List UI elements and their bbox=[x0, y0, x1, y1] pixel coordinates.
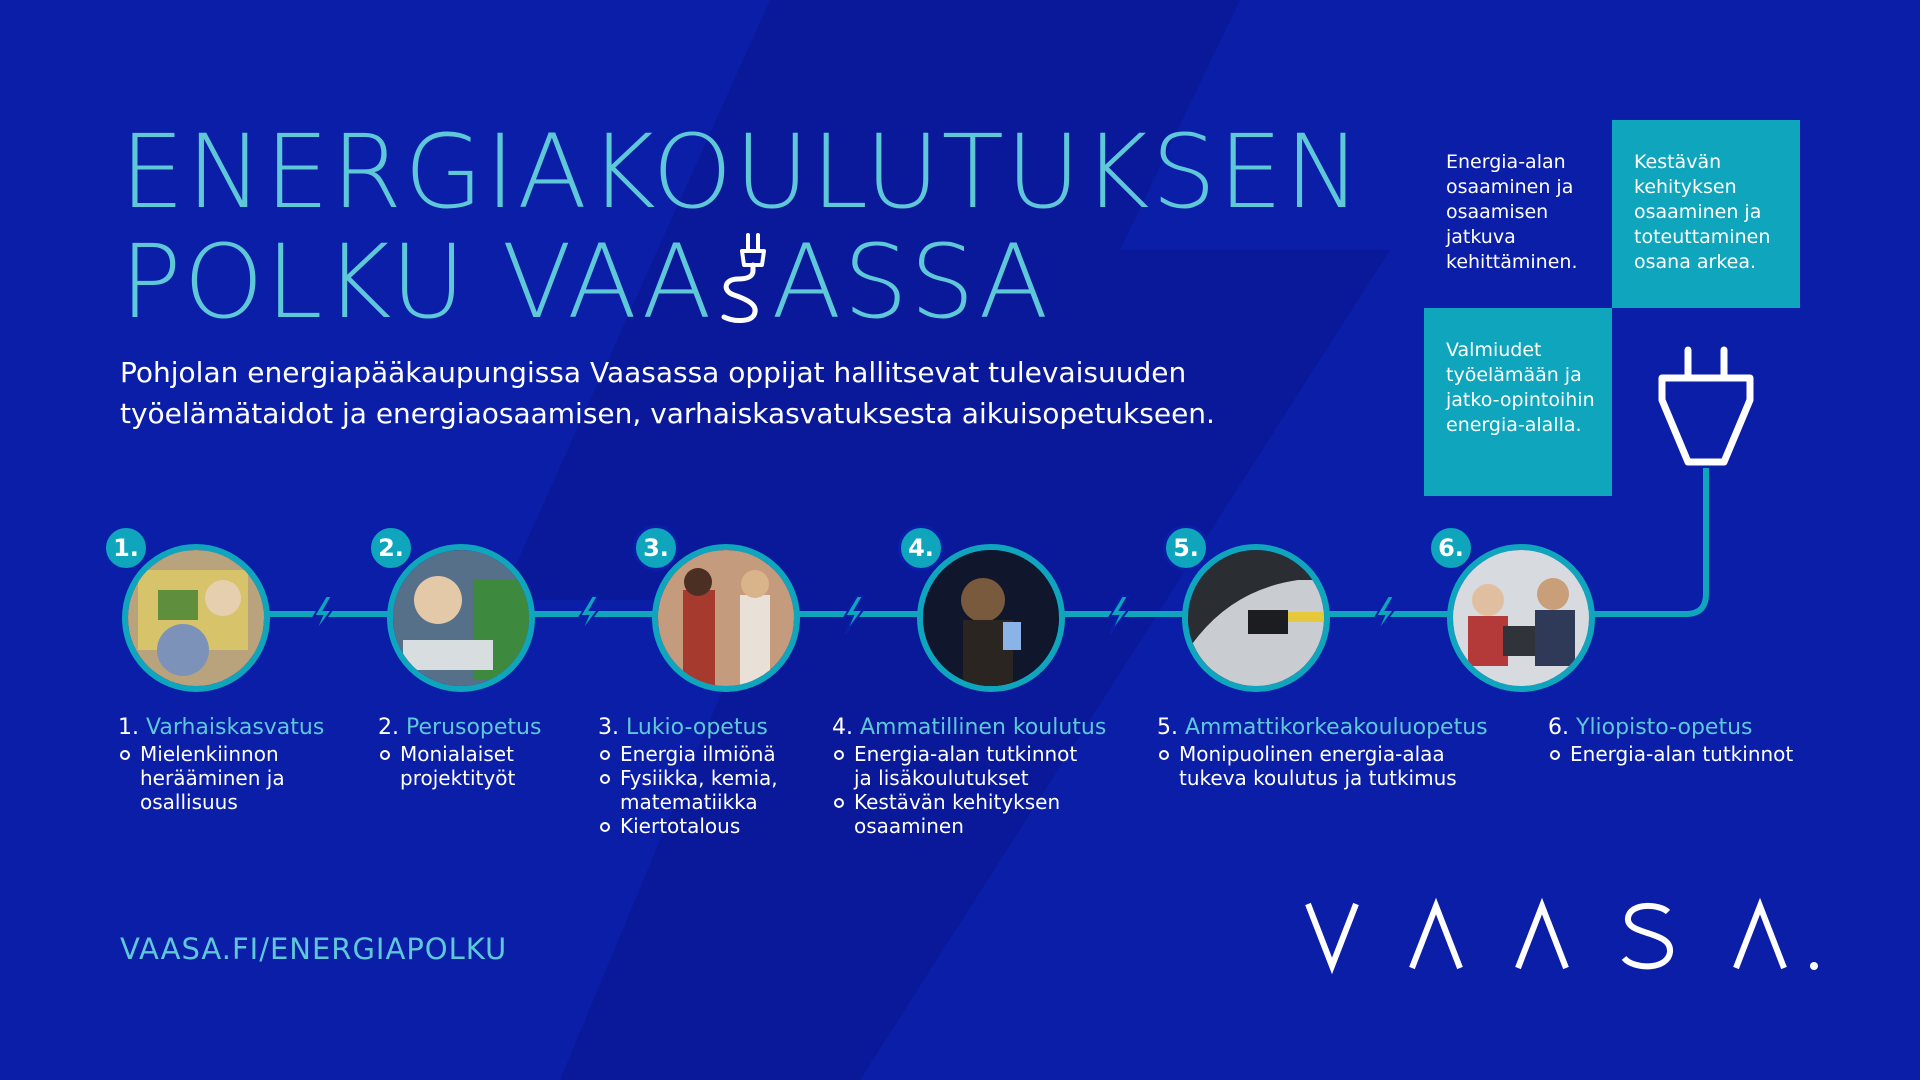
step-4-bullet: Kestävän kehityksen osaaminen bbox=[854, 790, 1092, 838]
step-5-bullet: Monipuolinen energia-alaa tukeva koulutus ja tutkimus bbox=[1179, 742, 1457, 790]
step-4-bullet: Energia-alan tutkinnot ja lisäkoulutukset bbox=[854, 742, 1092, 790]
step-3-title: Lukio-opetus bbox=[626, 715, 768, 740]
step-3-badge: 3. bbox=[633, 525, 679, 571]
step-6-bullet: Energia-alan tutkinnot bbox=[1570, 742, 1808, 766]
step-3-photo bbox=[652, 544, 800, 692]
step-5-photo bbox=[1182, 544, 1330, 692]
step-2-bullet: Monialaiset projektityöt bbox=[400, 742, 578, 790]
title-line-2-end: ASSA bbox=[771, 223, 1051, 342]
step-6-title: Yliopisto-opetus bbox=[1576, 715, 1753, 740]
step-4-text: 4. Ammatillinen koulutus Energia-alan tutkinnot ja lisäkoulutukset Kestävän kehityksen osaaminen bbox=[832, 715, 1107, 838]
goal-box-sustainability: Kestävän kehityksen osaaminen ja toteuttaminen osana arkea. bbox=[1612, 120, 1800, 308]
vaasa-logo bbox=[1300, 896, 1820, 976]
step-1-bullet: Mielenkiinnon herääminen ja osallisuus bbox=[140, 742, 348, 814]
title-line-1: ENERGIAKOULUTUKSEN bbox=[120, 113, 1363, 232]
step-4-badge: 4. bbox=[898, 525, 944, 571]
step-3-bullet: Kiertotalous bbox=[620, 814, 818, 838]
goal-box-competence: Energia-alan osaaminen ja osaamisen jatkuva kehittäminen. bbox=[1446, 151, 1578, 273]
step-1-photo bbox=[122, 544, 270, 692]
step-5-badge: 5. bbox=[1163, 525, 1209, 571]
step-6-photo bbox=[1447, 544, 1595, 692]
step-3-bullet: Energia ilmiönä bbox=[620, 742, 818, 766]
step-2-badge: 2. bbox=[368, 525, 414, 571]
step-5-title: Ammattikorkeakouluopetus bbox=[1185, 715, 1488, 740]
goal-box-readiness: Valmiudet työelämään ja jatko-opintoihin energia-alalla. bbox=[1424, 308, 1612, 496]
step-2-title: Perusopetus bbox=[406, 715, 542, 740]
step-1-badge: 1. bbox=[103, 525, 149, 571]
lightning-bolt-icon bbox=[1110, 596, 1128, 634]
step-3-text: 3. Lukio-opetus Energia ilmiönä Fysiikka, kemia, matematiikka Kiertotalous bbox=[598, 716, 818, 838]
lightning-bolt-icon bbox=[314, 596, 332, 634]
step-2-photo bbox=[387, 544, 535, 692]
step-5-text: 5. Ammattikorkeakouluopetus Monipuolinen energia-alaa tukeva koulutus ja tutkimus bbox=[1157, 715, 1488, 790]
step-4-title: Ammatillinen koulutus bbox=[860, 715, 1107, 740]
plug-icon bbox=[1662, 350, 1750, 462]
step-6-badge: 6. bbox=[1428, 525, 1474, 571]
lightning-bolt-icon bbox=[845, 596, 863, 634]
step-1-text: 1. Varhaiskasvatus Mielenkiinnon herääminen ja osallisuus bbox=[118, 716, 348, 814]
step-3-bullet: Fysiikka, kemia, matematiikka bbox=[620, 766, 818, 814]
intro-text: Pohjolan energiapääkaupungissa Vaasassa oppijat hallitsevat tulevaisuuden työelämätaidot ja energiaosaamisen, varhaiskasvatuksesta aikuisopetukseen. bbox=[120, 356, 1215, 430]
website-link[interactable]: VAASA.FI/ENERGIAPOLKU bbox=[120, 932, 508, 966]
step-2-text: 2. Perusopetus Monialaiset projektityöt bbox=[378, 716, 578, 790]
step-6-text: 6. Yliopisto-opetus Energia-alan tutkinnot bbox=[1548, 716, 1808, 766]
lightning-bolt-icon bbox=[580, 596, 598, 634]
lightning-bolt-icon bbox=[1376, 596, 1394, 634]
step-4-photo bbox=[917, 544, 1065, 692]
title-line-2-start: POLKU VAA bbox=[120, 223, 714, 342]
step-1-title: Varhaiskasvatus bbox=[146, 715, 325, 740]
